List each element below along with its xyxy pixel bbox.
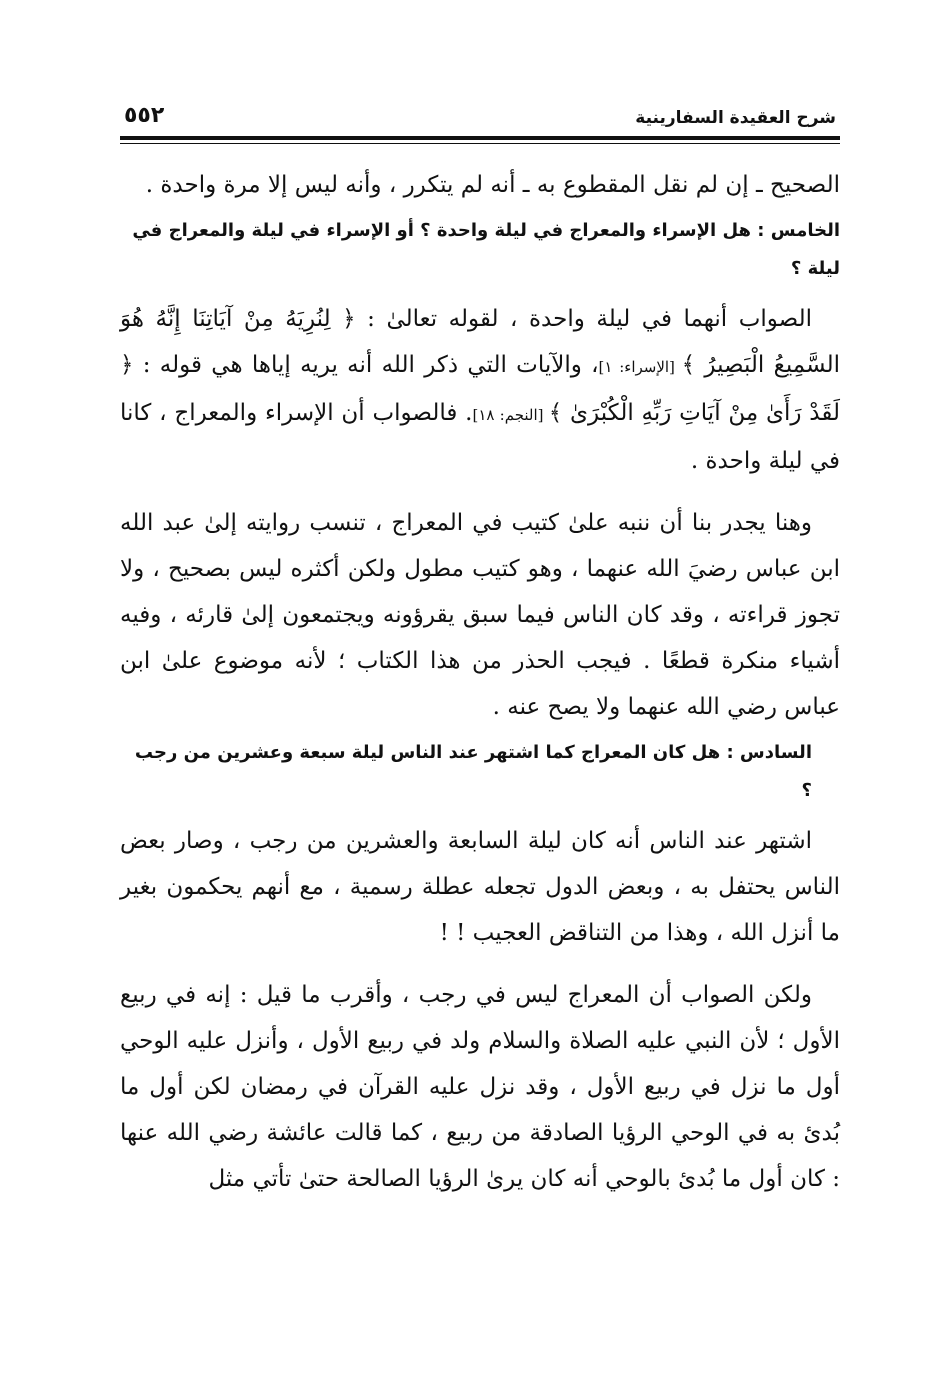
paragraph-rajab: اشتهر عند الناس أنه كان ليلة السابعة والعشرين من رجب ، وصار بعض الناس يحتفل به ، وبعض الدول تجعله عطلة رسمية ، مع أنهم يحكمون بغير ما أنزل الله ، وهذا من التناقض العجيب ! !	[120, 828, 840, 946]
header-rule-thick	[120, 136, 840, 140]
paragraph-booklet-warning: وهنا يجدر بنا أن ننبه علىٰ كتيب في المعراج ، تنسب روايته إلىٰ عبد الله ابن عباس رضيَ الله عنهما ، وهو كتيب مطول ولكن أكثره ليس بصحيح ، ولا تجوز قراءته ، وقد كان الناس فيما سبق يقرؤونه ويجتمعون إلىٰ قارئه ، وفيه أشياء منكرة قطعًا . فيجب الحذر من هذا الكتاب ؛ لأنه موضوع علىٰ ابن عباس رضي الله عنهما ولا يصح عنه .	[120, 510, 840, 720]
page-header	[120, 96, 840, 128]
header-rule-thin	[120, 143, 840, 144]
answer-text-b: ، والآيات التي ذكر الله أنه يريه إياها هي قوله :	[133, 352, 599, 378]
question-sixth: السادس : هل كان المعراج كما اشتهر عند الناس ليلة سبعة وعشرين من رجب ؟	[134, 742, 812, 801]
quran-verse-najm: ﴿ لَقَدْ رَأَىٰ مِنْ آيَاتِ رَبِّهِ الْكُبْرَىٰ ﴾	[120, 352, 840, 426]
paragraph-answer-fifth	[120, 296, 840, 484]
page-number: ٥٥٢	[124, 103, 165, 128]
paragraph-rabi-al-awwal: ولكن الصواب أن المعراج ليس في رجب ، وأقرب ما قيل : إنه في ربيع الأول ؛ لأن النبي عليه الصلاة والسلام ولد في ربيع الأول ، وأنزل عليه الوحي أول ما نزل في ربيع الأول ، وقد نزل عليه القرآن في رمضان لكن أول ما بُدئ به في الوحي الرؤيا الصادقة من ربيع ، كما قالت عائشة رضي الله عنها : كان أول ما بُدئ بالوحي أنه كان يرىٰ الرؤيا الصالحة حتىٰ تأتي مثل	[120, 982, 840, 1192]
verse-reference-najm: [النجم: ١٨]	[472, 406, 549, 424]
answer-text-a: الصواب أنهما في ليلة واحدة ، لقوله تعالىٰ :	[355, 306, 812, 332]
answer-text-c: . فالصواب أن الإسراء والمعراج ، كانا في ليلة واحدة .	[120, 400, 840, 474]
verse-reference-isra: [الإسراء: ١]	[598, 358, 682, 376]
quran-verse-isra: ﴿ لِنُرِيَهُ مِنْ آيَاتِنَا إِنَّهُ هُوَ السَّمِيعُ الْبَصِيرُ ﴾	[120, 306, 840, 378]
book-page	[120, 96, 840, 1202]
running-title: شرح العقيدة السفارينية	[635, 108, 836, 128]
paragraph-opening: الصحيح ـ إن لم نقل المقطوع به ـ أنه لم يتكرر ، وأنه ليس إلا مرة واحدة .	[145, 172, 840, 198]
page-body	[120, 162, 840, 1202]
question-fifth: الخامس : هل الإسراء والمعراج في ليلة واحدة ؟ أو الإسراء في ليلة والمعراج في ليلة ؟	[132, 220, 840, 279]
